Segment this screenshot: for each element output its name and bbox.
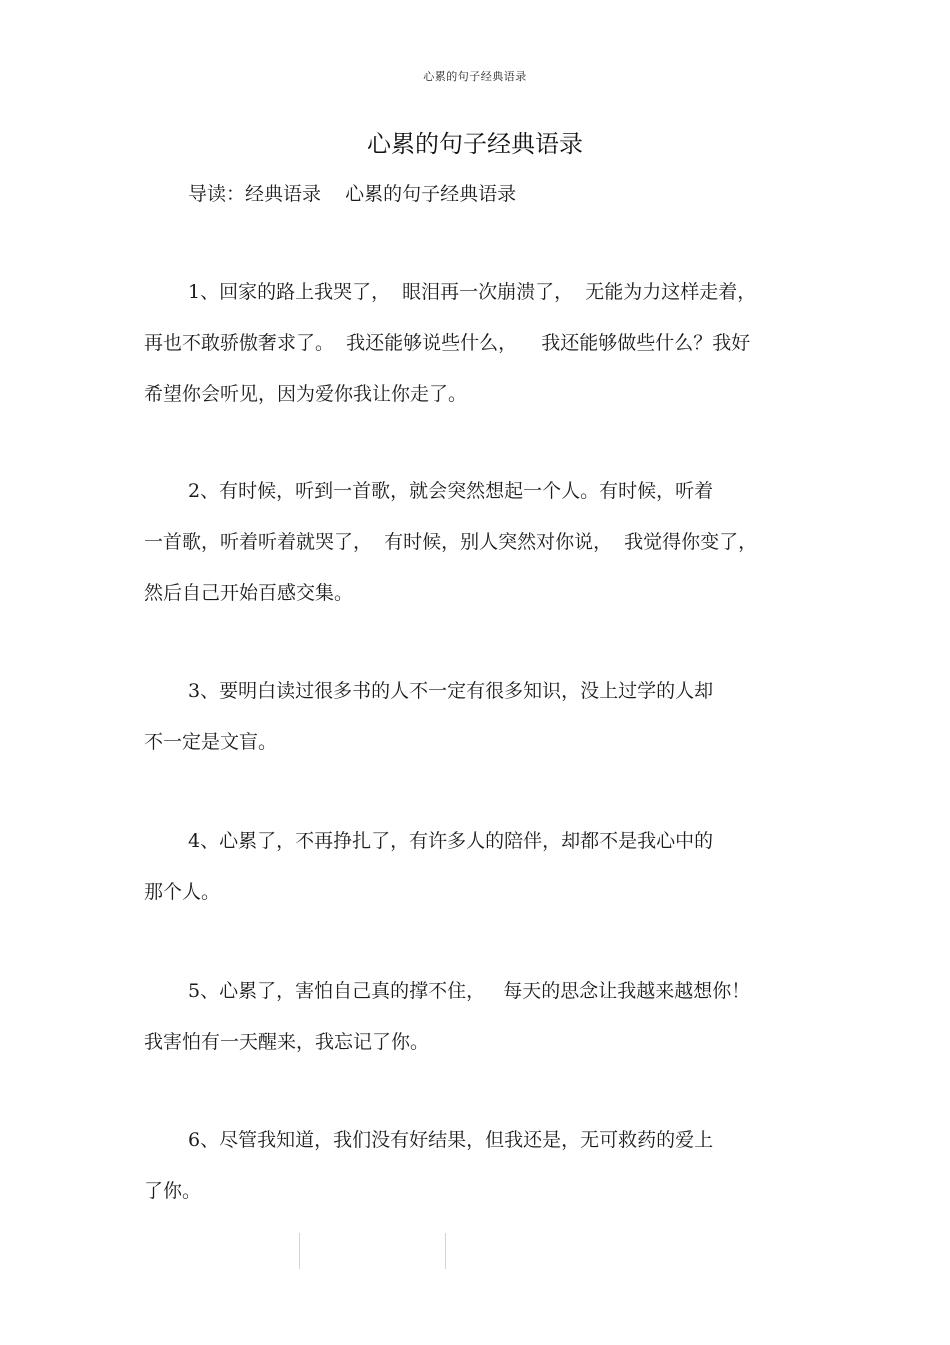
running-header: 心累的句子经典语录 bbox=[423, 70, 527, 83]
quote-line: 2、有时候，听到一首歌，就会突然想起一个人。有时候，听着 bbox=[188, 480, 714, 502]
quote-entry-2 bbox=[144, 466, 794, 619]
quote-line: 3、要明白读过很多书的人不一定有很多知识，没上过学的人却 bbox=[188, 680, 714, 702]
footer-divider-marks bbox=[0, 1233, 950, 1269]
quote-line: 那个人。 bbox=[144, 881, 221, 903]
document-title: 心累的句子经典语录 bbox=[367, 130, 583, 158]
quote-entry-6 bbox=[144, 1115, 794, 1217]
quote-line: 我害怕有一天醒来，我忘记了你。 bbox=[144, 1031, 430, 1053]
quote-line: 再也不敢骄傲奢求了。 我还能够说些什么， 我还能够做些什么？我好 bbox=[144, 332, 751, 354]
intro-line: 导读：经典语录 心累的句子经典语录 bbox=[188, 183, 517, 205]
divider-line bbox=[299, 1233, 300, 1269]
quote-line: 希望你会听见，因为爱你我让你走了。 bbox=[144, 383, 468, 405]
quote-line: 1、回家的路上我哭了， 眼泪再一次崩溃了， 无能为力这样走着， bbox=[188, 281, 757, 303]
quote-entry-5 bbox=[144, 966, 794, 1068]
quote-line: 了你。 bbox=[144, 1180, 202, 1202]
quote-entry-3 bbox=[144, 666, 794, 768]
quote-line: 6、尽管我知道，我们没有好结果，但我还是，无可救药的爱上 bbox=[188, 1129, 714, 1151]
quote-line: 然后自己开始百感交集。 bbox=[144, 582, 354, 604]
quote-line: 不一定是文盲。 bbox=[144, 731, 278, 753]
quote-line: 一首歌，听着听着就哭了， 有时候，别人突然对你说， 我觉得你变了， bbox=[144, 531, 758, 553]
quote-entry-1 bbox=[144, 267, 794, 420]
quote-entry-4 bbox=[144, 816, 794, 918]
divider-line bbox=[445, 1233, 446, 1269]
quote-line: 4、心累了，不再挣扎了，有许多人的陪伴，却都不是我心中的 bbox=[188, 830, 714, 852]
quote-line: 5、心累了，害怕自己真的撑不住， 每天的思念让我越来越想你！ bbox=[188, 980, 751, 1002]
